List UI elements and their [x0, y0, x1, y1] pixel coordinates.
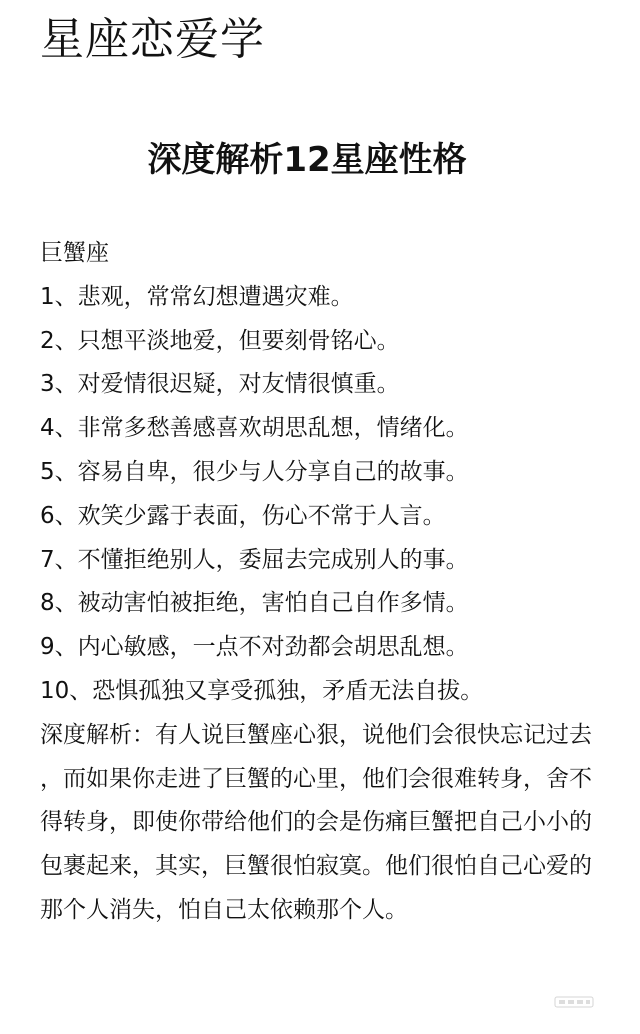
watermark-logo: [554, 995, 594, 1012]
trait-item-7: 7、不懂拒绝别人，委屈去完成别人的事。: [40, 546, 469, 573]
trait-item-6: 6、欢笑少露于表面，伤心不常于人言。: [40, 502, 446, 529]
trait-item-3: 3、对爱情很迟疑，对友情很慎重。: [40, 371, 400, 398]
trait-item-4: 4、非常多愁善感喜欢胡思乱想，情绪化。: [40, 415, 469, 442]
trait-item-10: 10、恐惧孤独又享受孤独，矛盾无法自拔。: [40, 677, 484, 704]
analysis-paragraph: 深度解析：有人说巨蟹座心狠，说他们会很快忘记过去，而如果你走进了巨蟹的心里，他们会很难转身，舍不得转身，即使你带给他们的会是伤痛巨蟹把自己小小的包裹起来，其实，巨蟹很怕寂寞。他们很怕自己心爱的那个人消失，怕自己太依赖那个人。: [40, 721, 592, 923]
watermark-mark-icon: [554, 995, 594, 1009]
zodiac-sign-label: 巨蟹座: [40, 240, 109, 266]
trait-item-9: 9、内心敏感，一点不对劲都会胡思乱想。: [40, 634, 469, 661]
article-heading: 深度解析12星座性格: [147, 140, 467, 180]
article-body: [40, 232, 600, 933]
trait-item-8: 8、被动害怕被拒绝，害怕自己自作多情。: [40, 590, 469, 617]
trait-item-5: 5、容易自卑，很少与人分享自己的故事。: [40, 458, 469, 485]
page-title: 星座恋爱学: [40, 14, 265, 65]
trait-item-2: 2、只想平淡地爱，但要刻骨铭心。: [40, 327, 400, 354]
trait-item-1: 1、悲观，常常幻想遭遇灾难。: [40, 283, 354, 310]
